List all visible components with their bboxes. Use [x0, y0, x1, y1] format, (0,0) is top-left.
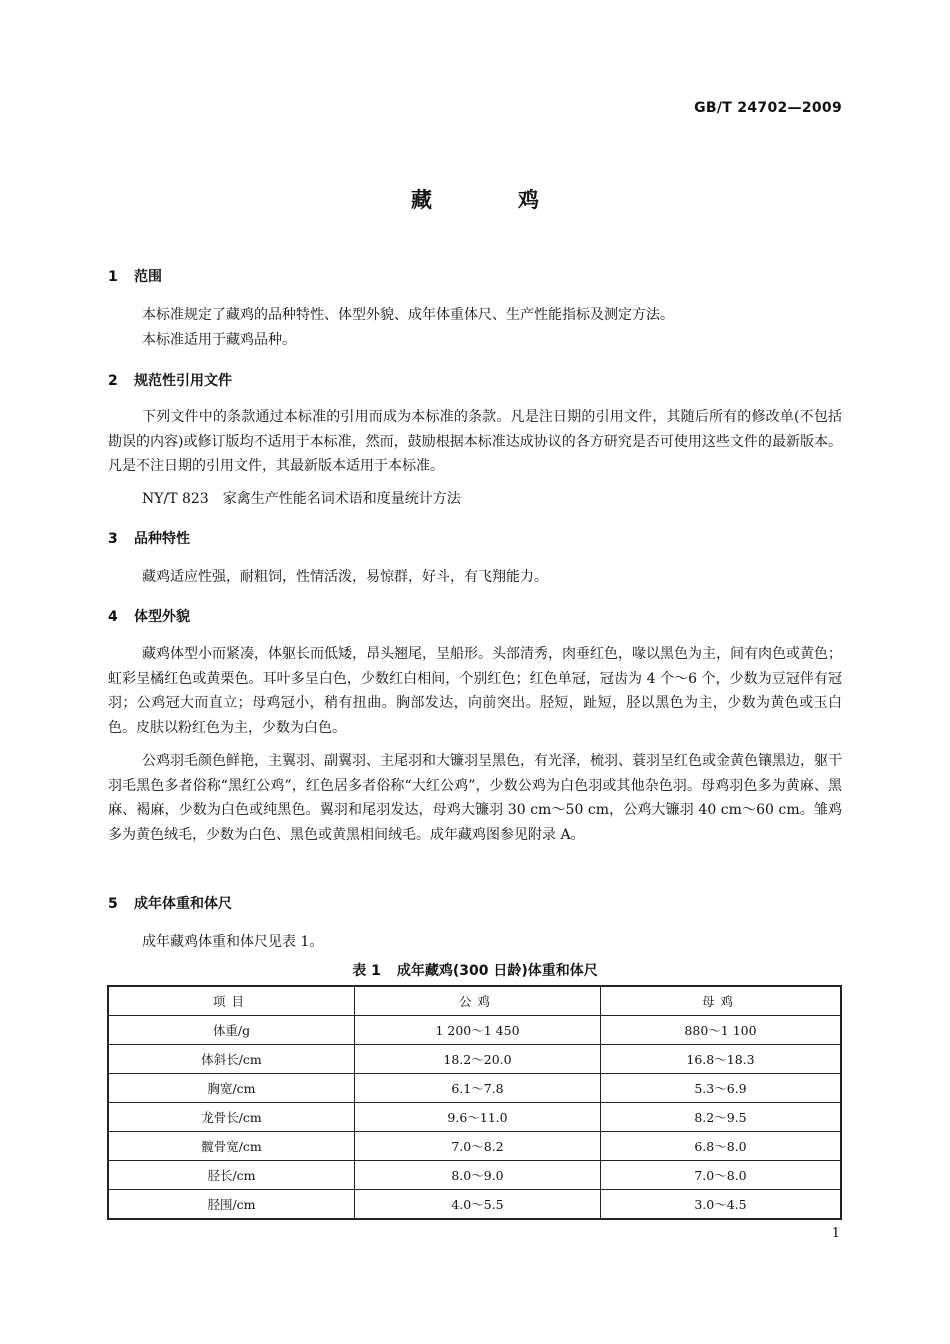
section-title: 体型外貌 — [134, 609, 190, 625]
table-row — [108, 1161, 841, 1190]
section-title: 规范性引用文件 — [134, 373, 232, 389]
table-cell: 3.0～4.5 — [601, 1190, 842, 1220]
table-cell: 胸宽/cm — [108, 1074, 355, 1103]
section-heading-1 — [108, 266, 162, 286]
section-title: 范围 — [134, 269, 162, 285]
table-number: 表 1 — [352, 963, 381, 979]
table-cell: 体斜长/cm — [108, 1045, 355, 1074]
table-row — [108, 1132, 841, 1161]
paragraph: 藏鸡适应性强，耐粗饲，性情活泼，易惊群，好斗，有飞翔能力。 — [142, 569, 548, 585]
table-cell: 7.0～8.2 — [355, 1132, 601, 1161]
title-char-1: 藏 — [411, 188, 432, 212]
table-cell: 8.0～9.0 — [355, 1161, 601, 1190]
column-header: 项目 — [108, 986, 355, 1016]
section-number: 3 — [108, 531, 118, 547]
table-cell: 18.2～20.0 — [355, 1045, 601, 1074]
table-row — [108, 1074, 841, 1103]
paragraph: 成年藏鸡体重和体尺见表 1。 — [142, 934, 324, 950]
table-row — [108, 1190, 841, 1220]
column-header: 母鸡 — [601, 986, 842, 1016]
column-header: 公鸡 — [355, 986, 601, 1016]
paragraph: 下列文件中的条款通过本标准的引用而成为本标准的条款。凡是注日期的引用文件，其随后所有的修改单(不包括勘误的内容)或修订版均不适用于本标准，然而，鼓励根据本标准达成协议的各方研究是否可使用这些文件的最新版本。凡是不注日期的引用文件，其最新版本适用于本标准。 — [108, 409, 842, 475]
reference-code: NY/T 823 — [142, 491, 209, 507]
table-cell: 7.0～8.0 — [601, 1161, 842, 1190]
page-number: 1 — [831, 1226, 840, 1241]
table-cell: 16.8～18.3 — [601, 1045, 842, 1074]
table-cell: 胫围/cm — [108, 1190, 355, 1220]
title-char-2: 鸡 — [518, 188, 539, 212]
table-cell: 1 200～1 450 — [355, 1016, 601, 1045]
table-cell: 6.8～8.0 — [601, 1132, 842, 1161]
standard-code: GB/T 24702—2009 — [694, 100, 842, 116]
section-heading-3 — [108, 528, 190, 548]
paragraph: 公鸡羽毛颜色鲜艳，主翼羽、副翼羽、主尾羽和大镰羽呈黑色，有光泽，梳羽、蓑羽呈红色或金黄色镶黑边，躯干羽毛黑色多者俗称“黑红公鸡”，红色居多者俗称“大红公鸡”，少数公鸡为白色羽或其他杂色羽。母鸡羽色多为黄麻、黑麻、褐麻，少数为白色或纯黑色。翼羽和尾羽发达，母鸡大镰羽 30 cm～50 cm，公鸡大镰羽 40 cm～60 cm。雏鸡多为黄色绒毛，少数为白色、黑色或黄黑相间绒毛。成年藏鸡图参见附录 A。 — [108, 753, 842, 843]
paragraph: 本标准规定了藏鸡的品种特性、体型外貌、成年体重体尺、生产性能指标及测定方法。 — [142, 307, 674, 323]
table-cell: 9.6～11.0 — [355, 1103, 601, 1132]
table-cell: 880～1 100 — [601, 1016, 842, 1045]
section-title: 成年体重和体尺 — [134, 896, 232, 912]
table-cell: 髋骨宽/cm — [108, 1132, 355, 1161]
table-title: 成年藏鸡(300 日龄)体重和体尺 — [396, 963, 598, 979]
table-header-row — [108, 986, 841, 1016]
table-cell: 龙骨长/cm — [108, 1103, 355, 1132]
table-caption — [0, 960, 950, 980]
paragraph: 藏鸡体型小而紧凑，体躯长而低矮，昂头翘尾，呈船形。头部清秀，肉垂红色，喙以黑色为主，间有肉色或黄色；虹彩呈橘红色或黄栗色。耳叶多呈白色，少数红白相间，个别红色；红色单冠，冠齿为 4 个～6 个，少数为豆冠伴有冠羽；公鸡冠大而直立；母鸡冠小，稍有扭曲。胸部发达，向前突出。胫短，趾短，胫以黑色为主，少数为黄色或玉白色。皮肤以粉红色为主，少数为白色。 — [108, 646, 842, 736]
page-title — [0, 184, 950, 214]
table-row — [108, 1016, 841, 1045]
table-cell: 5.3～6.9 — [601, 1074, 842, 1103]
paragraph: 本标准适用于藏鸡品种。 — [142, 332, 296, 348]
body-measurements-table — [107, 985, 842, 1220]
table-cell: 8.2～9.5 — [601, 1103, 842, 1132]
section-number: 1 — [108, 269, 118, 285]
table-cell: 体重/g — [108, 1016, 355, 1045]
normative-reference — [142, 488, 461, 508]
table-row — [108, 1045, 841, 1074]
section-number: 2 — [108, 373, 118, 389]
section-number: 5 — [108, 896, 118, 912]
section-heading-5 — [108, 893, 232, 913]
table-cell: 胫长/cm — [108, 1161, 355, 1190]
section-number: 4 — [108, 609, 118, 625]
section-heading-4 — [108, 606, 190, 626]
table-cell: 6.1～7.8 — [355, 1074, 601, 1103]
table-row — [108, 1103, 841, 1132]
reference-name: 家禽生产性能名词术语和度量统计方法 — [222, 491, 461, 507]
table-cell: 4.0～5.5 — [355, 1190, 601, 1220]
section-title: 品种特性 — [134, 531, 190, 547]
section-heading-2 — [108, 370, 232, 390]
